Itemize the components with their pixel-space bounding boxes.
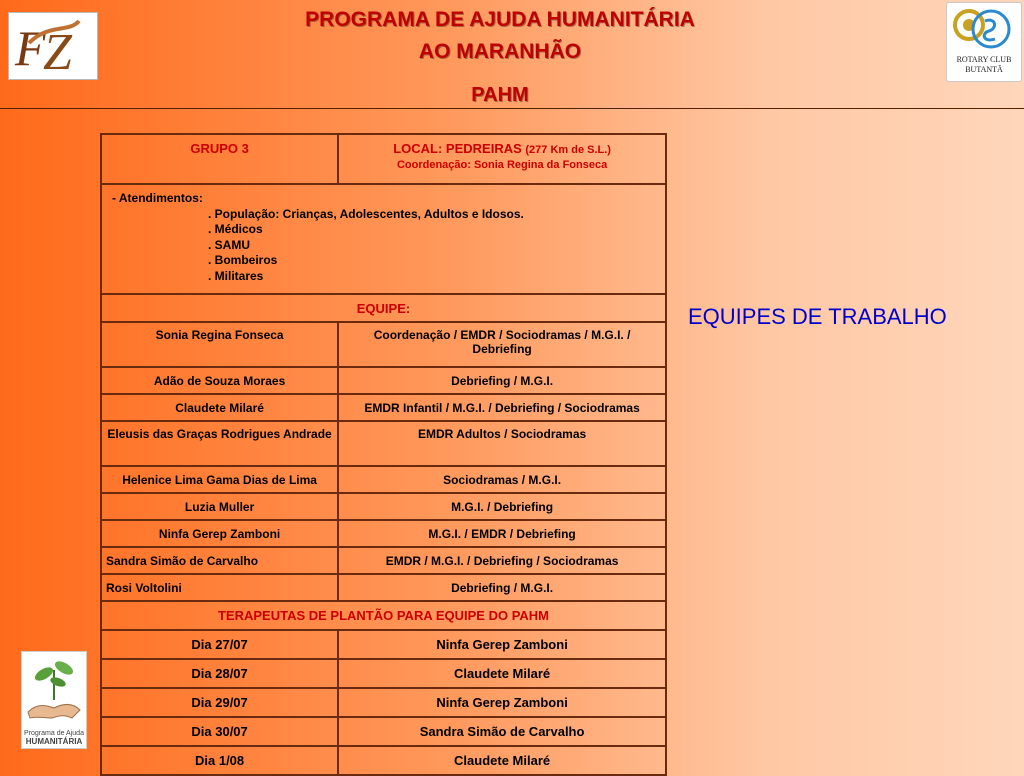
table-row: [101, 717, 666, 746]
page-title-line2: AO MARANHÃO: [418, 40, 582, 63]
logo-bottom-line1: Programa de Ajuda: [24, 730, 84, 737]
member-name: Claudete Milaré: [101, 394, 338, 421]
logo-right-line1: ROTARY CLUB: [956, 55, 1012, 64]
member-name: Adão de Souza Moraes: [101, 367, 338, 394]
therapists-header: TERAPEUTAS DE PLANTÃO PARA EQUIPE DO PAHM: [101, 601, 666, 630]
table-row: [101, 547, 666, 574]
member-name: Helenice Lima Gama Dias de Lima: [101, 466, 338, 493]
table-row: [101, 466, 666, 493]
table-row: [101, 394, 666, 421]
shift-therapist: Claudete Milaré: [338, 659, 666, 688]
page-acronym: PAHM: [471, 84, 529, 106]
local-cell: [338, 134, 666, 184]
shift-day: Dia 28/07: [101, 659, 338, 688]
member-role: Coordenação / EMDR / Sociodramas / M.G.I. / Debriefing: [338, 322, 666, 367]
table-row: [101, 421, 666, 466]
attendance-item: . SAMU: [208, 237, 250, 252]
member-name: Sonia Regina Fonseca: [101, 322, 338, 367]
attendance-item: . População: Crianças, Adolescentes, Adultos e Idosos.: [208, 206, 524, 221]
shift-therapist: Ninfa Gerep Zamboni: [338, 688, 666, 717]
member-name: Luzia Muller: [101, 493, 338, 520]
shift-day: Dia 30/07: [101, 717, 338, 746]
team-header: EQUIPE:: [101, 294, 666, 322]
table-row: [101, 688, 666, 717]
member-name: Rosi Voltolini: [101, 574, 338, 601]
group-label: GRUPO 3: [190, 141, 249, 156]
member-name: Sandra Simão de Carvalho: [101, 547, 338, 574]
table-row: [101, 367, 666, 394]
member-role: EMDR Adultos / Sociodramas: [338, 421, 666, 466]
member-role: EMDR Infantil / M.G.I. / Debriefing / Sociodramas: [338, 394, 666, 421]
member-name: Ninfa Gerep Zamboni: [101, 520, 338, 547]
shift-day: Dia 29/07: [101, 688, 338, 717]
local-label: LOCAL: PEDREIRAS: [393, 141, 522, 156]
member-role: Sociodramas / M.G.I.: [338, 466, 666, 493]
section-title: EQUIPES DE TRABALHO: [688, 304, 947, 329]
fz-logo: [8, 12, 98, 80]
group-cell: [101, 134, 338, 184]
logo-right-line2: BUTANTÃ: [965, 65, 1003, 74]
local-distance: (277 Km de S.L.): [525, 144, 611, 156]
member-role: Debriefing / M.G.I.: [338, 367, 666, 394]
attendance-title: - Atendimentos:: [112, 191, 203, 205]
attendance-item: . Bombeiros: [208, 253, 278, 267]
table-row: [101, 630, 666, 659]
shift-therapist: Claudete Milaré: [338, 746, 666, 775]
member-role: M.G.I. / EMDR / Debriefing: [338, 520, 666, 547]
member-role: M.G.I. / Debriefing: [338, 493, 666, 520]
rotary-club-logo: [946, 2, 1022, 82]
member-role: EMDR / M.G.I. / Debriefing / Sociodramas: [338, 547, 666, 574]
header-divider: [0, 108, 1024, 109]
shift-day: Dia 1/08: [101, 746, 338, 775]
svg-text:F: F: [15, 20, 46, 76]
attendance-item: . Médicos: [208, 222, 263, 236]
coordination-text: Coordenação: Sonia Regina da Fonseca: [396, 159, 608, 171]
shift-therapist: Sandra Simão de Carvalho: [338, 717, 666, 746]
attendance-cell: [101, 184, 666, 294]
table-row: [101, 520, 666, 547]
member-role: Debriefing / M.G.I.: [338, 574, 666, 601]
team-table: [100, 133, 667, 776]
svg-text:Z: Z: [43, 24, 72, 79]
table-row: [101, 493, 666, 520]
table-row: [101, 322, 666, 367]
member-name: Eleusis das Graças Rodrigues Andrade: [101, 421, 338, 466]
page-title-line1: PROGRAMA DE AJUDA HUMANITÁRIA: [305, 8, 695, 31]
logo-bottom-line2: HUMANITÁRIA: [25, 737, 83, 746]
table-row: [101, 574, 666, 601]
humanitarian-program-logo: [21, 651, 87, 749]
shift-therapist: Ninfa Gerep Zamboni: [338, 630, 666, 659]
attendance-item: . Militares: [208, 268, 264, 283]
shift-day: Dia 27/07: [101, 630, 338, 659]
table-row: [101, 659, 666, 688]
table-row: [101, 746, 666, 775]
